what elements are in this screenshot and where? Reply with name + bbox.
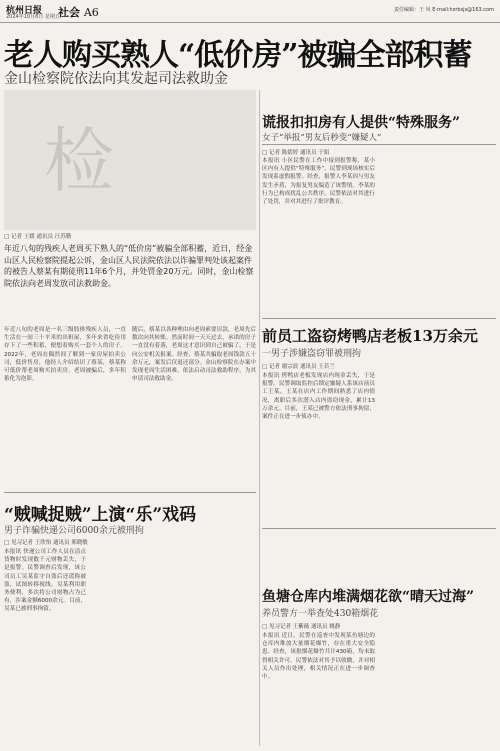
- story5-headline: 鱼塘仓库内堆满烟花欲“晴天过海”: [262, 589, 475, 605]
- story3-headline: 前员工盗窃烤鸭店老板13万余元: [262, 327, 478, 345]
- newspaper-logo: 杭州日报: [6, 6, 43, 16]
- column-divider: [259, 90, 260, 746]
- main-lead: [4, 232, 256, 324]
- divider: [4, 492, 256, 493]
- story5-byline: □ 见习记者 王紫薇 通讯员 姚静: [262, 624, 341, 630]
- story5-body: 本报讯 近日，民警在巡查中发现某鱼塘边的仓库内堆放大量烟花爆竹，存在重大安全隐患。经查，该批烟花爆竹共计430箱，均未取得相关许可。民警依法对其予以收缴，并对相关人员作出处理，相关情况正在进一步调查中。: [262, 633, 375, 681]
- story5-subheadline: 养员警方一举查处430箱烟花: [262, 609, 379, 619]
- story5-byline-box: [262, 622, 496, 630]
- story4-body-col3: [176, 548, 256, 746]
- main-lead-text: 年近八旬的残疾人老周买下熟人的“低价房”被骗全部积蓄，近日，经金山区人民检察院提起公诉，金山区人民法院依法以诈骗罪判处该起案件的被告人蔡某有期徒刑11年6个月，并处罚金20万元。同时，金山检察院依法向老周发放司法救助金。: [4, 244, 254, 288]
- story3-body-col2: [382, 372, 496, 522]
- story3-byline-box: [262, 362, 496, 370]
- page-header: [0, 0, 500, 23]
- story3-body: 本报讯 烤鸭店老板发现店内现金丢失，于是报警。民警调取监控后锁定嫌疑人系该店前员工王某。王某在店内工作期间熟悉了店内情况，离职后多次潜入店内盗窃现金，累计13万余元。目前，王某已被警方依法刑事拘留，案件正在进一步侦办中。: [262, 373, 375, 421]
- story2-subheadline: 女子“举报”男友后秒变“嫌疑人”: [262, 133, 382, 143]
- issue-date: 2024年10月8日 星期五: [6, 14, 60, 20]
- section-name: 社会: [58, 6, 80, 19]
- seal-decoration: 检: [44, 120, 124, 202]
- seal-photo: [4, 90, 256, 230]
- main-byline: □ 记者 王媛 通讯员 汪苏勤: [4, 234, 72, 240]
- main-headline: 老人购买熟人“低价房”被骗全部积蓄: [4, 38, 472, 73]
- page-number: A6: [83, 6, 99, 19]
- story2-body-col2: [382, 157, 496, 307]
- story4-subheadline: 男子诈骗快递公司6000余元被刑拘: [4, 526, 144, 536]
- main-body-col2: 随后，蔡某以各种理由向老周索要房款，老周先后数次向其转账。然而时间一天天过去，承诺的房子一直没有着落，老周这才意识到自己被骗了，于是向公安机关报案。经查，蔡某共骗取老周钱款五十余万元，案发后仅退还部分。金山检察院在办案中发现老周生活困难，依法启动司法救助程序，为其申请司法救助金。: [132, 327, 256, 383]
- story5-body-col2: [382, 632, 496, 746]
- story4-body: 本报讯 快递公司工作人员在清点货物时发现数千元财物丢失，于是报警。民警调查后发现，该公司员工吴某监守自盗后还谎称被盗，试图转移视线。吴某利用职务便利，多次将公司财物占为己有，涉案金额6000余元。目前，吴某已被刑事拘留。: [4, 549, 86, 613]
- story2-byline-box: [262, 148, 496, 156]
- story2-byline: □ 记者 陈婧婷 通讯员 于娟: [262, 150, 330, 156]
- story4-headline: “贼喊捉贼”上演“乐”戏码: [4, 505, 197, 525]
- divider: [262, 318, 496, 319]
- divider: [262, 144, 496, 145]
- story4-body-col2: [90, 548, 172, 746]
- main-subheadline: 金山检察院依法向其发起司法救助金: [4, 71, 228, 87]
- section-title: [58, 4, 99, 20]
- main-body-col1: 年近八旬的老周是一名三级肢体残疾人员，一直生活在一间三十平米的出租屋，多年来省吃俭用存下了一些积蓄，便想着购买一套个人的房子。2022年，老周在偶然间了解到一家房屋拍卖公司，低价售房，他经人介绍结识了蔡某，蔡某称可低价帮老周购买拍卖房。老周被骗后，多年积蓄化为泡影。: [4, 327, 126, 383]
- editor-info: 责任编辑：王 风 E-mail:hzrbsjs@163.com: [394, 7, 494, 13]
- story3-byline: □ 记者 谢宗晨 通讯员 王若兰: [262, 364, 335, 370]
- story2-headline: 谎报扣扣房有人提供“特殊服务”: [262, 115, 461, 131]
- story4-byline: □ 见习记者 王欣怡 通讯员 邢晓敏: [4, 540, 88, 546]
- divider: [262, 528, 496, 529]
- story4-byline-box: [4, 538, 256, 546]
- story3-subheadline: 一男子涉嫌盗窃罪被刑拘: [262, 349, 362, 359]
- story2-body-col1: 本报讯 小区民警在工作中接到报警称，某小区内有人提供“特殊服务”，民警到现场核实后发现系虚假报警。经查，报警人李某因与男友发生矛盾，为报复男友编造了该警情。李某的行为已构成扰乱公共秩序，民警依法对其进行了处罚，并对其进行了批评教育。: [262, 158, 375, 206]
